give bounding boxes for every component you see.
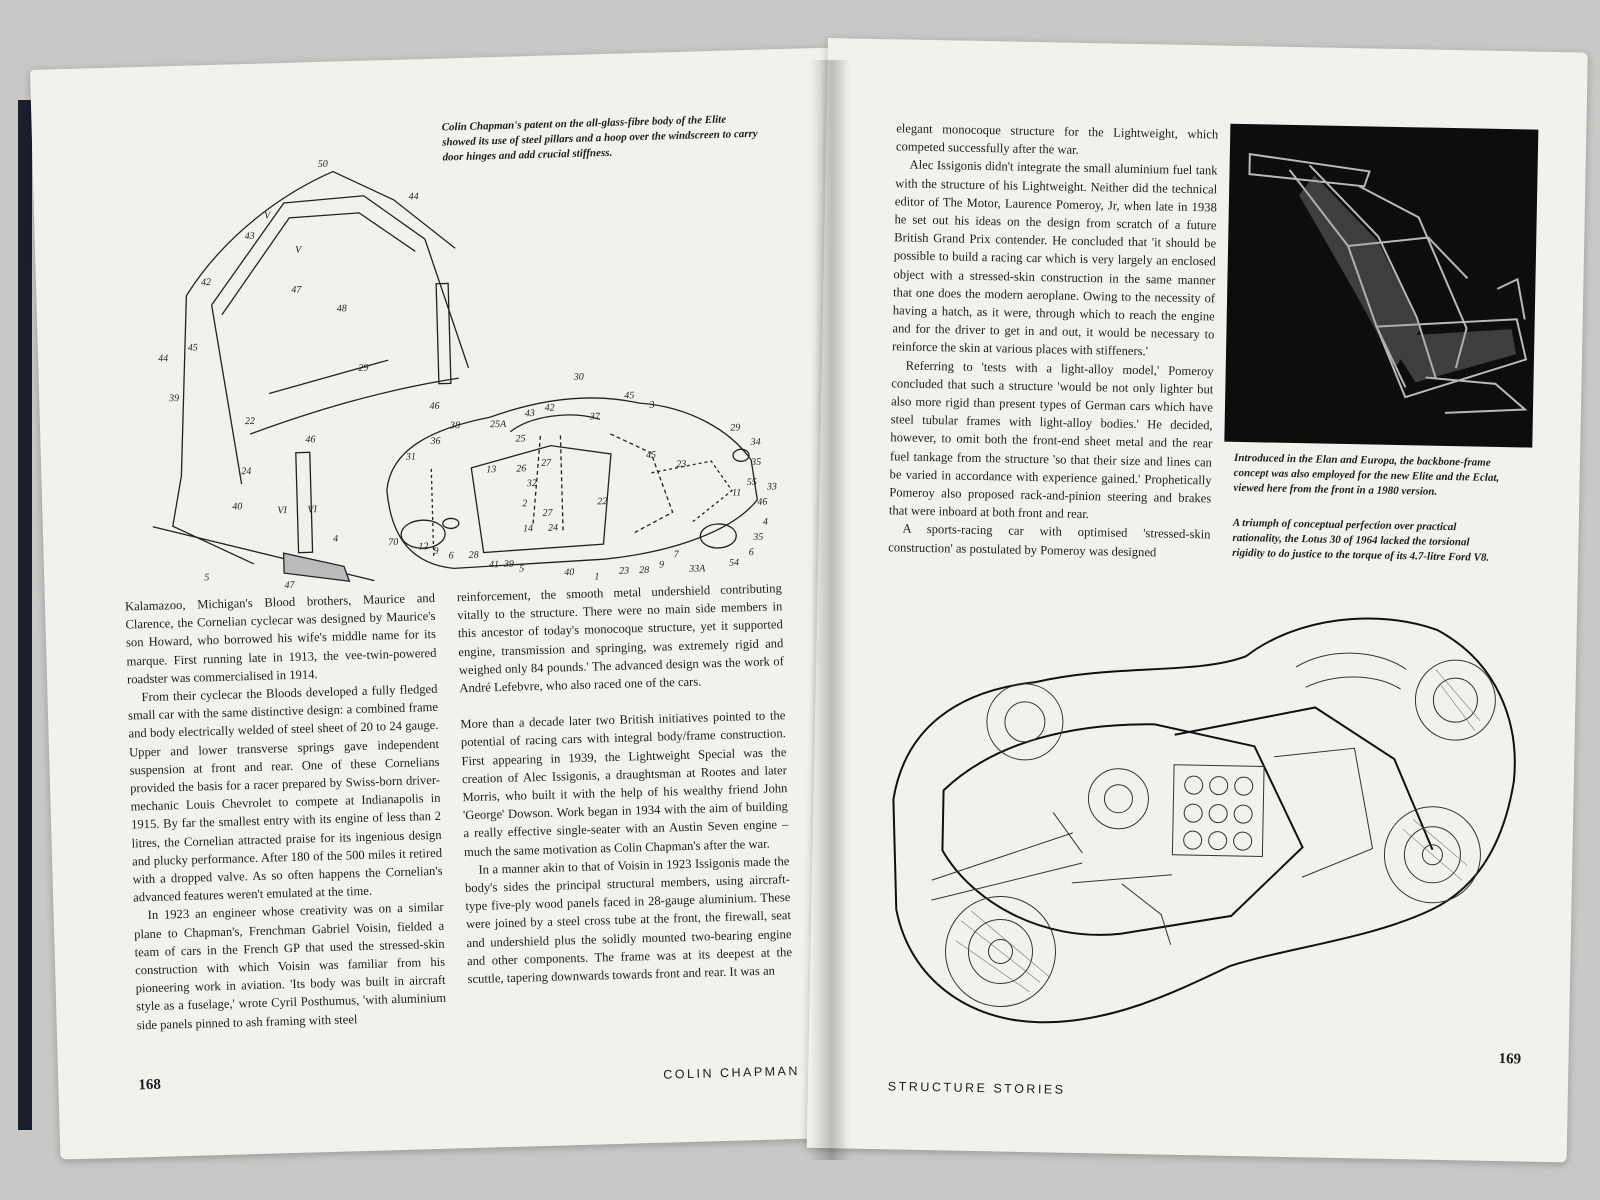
backbone-frame-photo <box>1224 124 1538 448</box>
patent-label: 11 <box>731 487 742 499</box>
patent-label: 27 <box>541 457 552 469</box>
patent-label: 23 <box>619 565 630 577</box>
patent-label: 2 <box>522 498 528 510</box>
patent-label: 29 <box>358 362 369 374</box>
patent-label: 9 <box>433 545 439 557</box>
paragraph: reinforcement, the smooth metal undershield contributing vitally to the structure. There were no main side members in this ancestor of today's monocoque structure, yet it supported engine, transmission and springing, was extremely rigid and weighed only 84 pounds.' The advanced design was the work of André Lefebvre, who also raced one of the cars. <box>456 581 784 696</box>
page-number-left: 168 <box>138 1076 162 1094</box>
patent-label: 42 <box>544 402 555 414</box>
paragraph: Alec Issigonis didn't integrate the small aluminium fuel tank with the structure of his Lightweight. Neither did the technical editor of The Motor, Laurence Pomeroy, Jr, when late in 1938 he set out his ideas on the design from scratch of a future British Grand Prix contender. He concluded that 'it should be possible to build a racing car which is very largely an enclosed object with a stressed-skin construction in the same manner that one does the modern aeroplane. Owing to the necessity of having a hatch, as it were, through which to reach the engine and for the driver to get in and out, it would be necessary to reinforce the skin at various places with stiffeners.' <box>891 157 1218 359</box>
patent-label: 31 <box>405 451 417 463</box>
left-column-1 <box>125 589 447 1034</box>
patent-label: 26 <box>516 463 527 475</box>
patent-label: 6 <box>748 546 754 559</box>
book-cover-edge <box>18 100 32 1130</box>
patent-label: 13 <box>486 464 497 476</box>
patent-label: 35 <box>753 531 764 543</box>
page-number-right: 169 <box>1498 1051 1522 1068</box>
paragraph: From their cyclecar the Bloods developed a fully fledged small car with the same distinctive design: a combined frame and body electrically welded of steel sheet of 20 to 24 gauge. Upper and lower transverse springs gave independent suspension at front and rear. One of these Cornelians provided the basis for a racer prepared by Swiss-born driver-mechanic Louis Chevrolet to compete at Indianapolis in 1915. By far the smallest entry with its engine of less than 2 litres, the Cornelian attracted praise for its ingenious design and plucky performance. After 180 of the 500 miles it retired with a dropped valve. As so often happens the Cornelian's advanced features weren't emulated at the time. <box>127 681 443 905</box>
patent-label: 45 <box>187 342 198 354</box>
book-gutter <box>810 60 850 1160</box>
patent-label: 14 <box>522 523 534 535</box>
patent-label: 45 <box>645 449 657 461</box>
patent-label: 12 <box>418 541 429 553</box>
patent-label: 6 <box>448 550 454 562</box>
paragraph: More than a decade later two British initiatives pointed to the potential of racing cars with integral body/frame construction. First appearing in 1939, the Lightweight Special was the creation of Alec Issigonis, a draughtsman at Rootes and later Morris, who built it with the help of his wealthy friend John 'George' Dowson. Work began in 1934 with the aim of building a really effective single-seater with an Austin Seven engine – much the same motivation as Colin Chapman's after the war. <box>460 708 789 859</box>
patent-label: 40 <box>232 501 243 513</box>
patent-label: 32 <box>526 478 537 490</box>
patent-label: 34 <box>750 436 761 449</box>
patent-label: 4 <box>333 533 339 545</box>
patent-label: 23 <box>676 458 687 471</box>
patent-label: 24 <box>241 465 252 478</box>
patent-label: 44 <box>408 191 419 203</box>
patent-label: VI <box>277 505 288 517</box>
paragraph: In a manner akin to that of Voisin in 1923 Issigonis made the body's sides the principal structural members, using aircraft-type five-ply wood panels faced in 28-gauge aluminium. These were joined by a steel cross tube at the front, the firewall, seat and undershield plus the solidly mounted two-bearing engine and other components. The frame was at its deepest at the scuttle, tapering downwards towards front and rear. It was an <box>464 853 793 987</box>
patent-label: 50 <box>317 158 328 171</box>
patent-caption: Colin Chapman's patent on the all-glass-fibre body of the Elite showed its use of steel pillars and a hoop over the windscreen to carry door hinges and add crucial stiffness. <box>441 113 758 164</box>
patent-label: 27 <box>542 507 553 519</box>
paragraph: A sports-racing car with optimised 'stressed-skin construction' as postulated by Pomeroy was designed <box>888 521 1211 560</box>
patent-label: 1 <box>594 571 600 583</box>
patent-label: 29 <box>730 422 741 434</box>
patent-label: 38 <box>449 420 461 432</box>
patent-label: 39 <box>503 558 515 570</box>
patent-drawing <box>122 130 778 592</box>
patent-label: 36 <box>430 435 441 447</box>
patent-label: 24 <box>547 522 559 534</box>
patent-label: 25A <box>489 418 507 431</box>
patent-label: VI <box>307 504 317 516</box>
patent-label: 41 <box>488 559 500 571</box>
patent-label: 33A <box>689 563 706 575</box>
running-head-left: COLIN CHAPMAN <box>663 1063 801 1082</box>
patent-label: 70 <box>388 536 399 549</box>
patent-label: 42 <box>200 277 212 289</box>
patent-label: 4 <box>762 516 769 528</box>
running-head-right: STRUCTURE STORIES <box>887 1079 1066 1097</box>
paragraph: elegant monocoque structure for the Lightweight, which competed successfully after the war. <box>895 121 1219 158</box>
patent-label: 33 <box>766 481 778 493</box>
patent-label: 47 <box>284 579 295 592</box>
patent-label: 3 <box>649 399 655 411</box>
patent-label: 30 <box>573 371 584 383</box>
patent-label: 39 <box>169 392 180 405</box>
left-page <box>30 48 860 1160</box>
patent-label: 35 <box>751 456 762 469</box>
lotus-30-cutaway-drawing <box>869 579 1528 1051</box>
patent-label: 46 <box>757 496 768 508</box>
patent-label: 5 <box>518 563 525 575</box>
patent-label: 55 <box>746 476 757 489</box>
patent-label: 22 <box>597 496 608 508</box>
backbone-frame-model-image <box>1224 124 1538 448</box>
patent-label: 45 <box>624 390 635 402</box>
paragraph: In 1923 an engineer whose creativity was on a similar plane to Chapman's, Frenchman Gabriel Voisin, fielded a team of cars in the French GP that used the stressed-skin construction with which Voisin was familiar from his pioneering work in aviation. 'Its body was built in aircraft style as a fuselage,' wrote Cyril Posthumus, 'with aluminium side panels pinned to ash framing with steel <box>133 900 447 1033</box>
paragraph: Kalamazoo, Michigan's Blood brothers, Maurice and Clarence, the Cornelian cyclecar was designed by Maurice's son Howard, who borrowed his wife's middle name for its marque. First running late in 1913, the vee-twin-powered roadster was commercialised in 1914. <box>124 590 437 687</box>
patent-label: 43 <box>524 408 535 420</box>
patent-label: 22 <box>244 415 256 428</box>
left-column-2 <box>457 579 793 988</box>
patent-label: 7 <box>673 549 679 561</box>
photo-caption: Introduced in the Elan and Europa, the backbone-frame concept was also employed for the new Elite and the Eclat, viewed here from the front in a 1980 version. <box>1233 451 1500 498</box>
paragraph: Referring to 'tests with a light-alloy model,' Pomeroy concluded that such a structure 'would be not only lighter but also more rigid than present types of German cars which have steel tubular frames with light-alloy bodies.' He decided, however, to omit both the front-end sheet metal and the rear fuel tankage from the structure 'so that their size and lines can be varied in accordance with experience gained.' Prophetically Pomeroy also proposed rack-and-pinion steering and brakes that were inboard at both front and rear. <box>888 358 1214 522</box>
right-column <box>888 119 1218 562</box>
patent-label: V <box>294 244 302 256</box>
patent-label: 9 <box>658 559 665 571</box>
patent-label: 5 <box>204 572 210 584</box>
patent-label: 44 <box>157 353 169 365</box>
patent-label: 40 <box>564 567 575 579</box>
patent-label: 37 <box>589 411 601 423</box>
patent-label: 54 <box>728 557 740 569</box>
patent-label: V <box>264 210 271 222</box>
patent-label: 46 <box>429 400 440 412</box>
patent-label: 28 <box>468 549 479 561</box>
patent-label: 47 <box>291 284 302 296</box>
patent-label: 48 <box>336 303 347 315</box>
patent-label: 28 <box>639 564 650 577</box>
patent-label: 43 <box>244 230 255 243</box>
patent-label: 25 <box>515 433 526 445</box>
right-page <box>807 38 1588 1162</box>
cutaway-caption: A triumph of conceptual perfection over practical rationality, the Lotus 30 of 1964 lacked the torsional rigidity to do justice to the torque of its 4.7-litre Ford V8. <box>1232 516 1490 564</box>
patent-label: 46 <box>305 434 316 446</box>
